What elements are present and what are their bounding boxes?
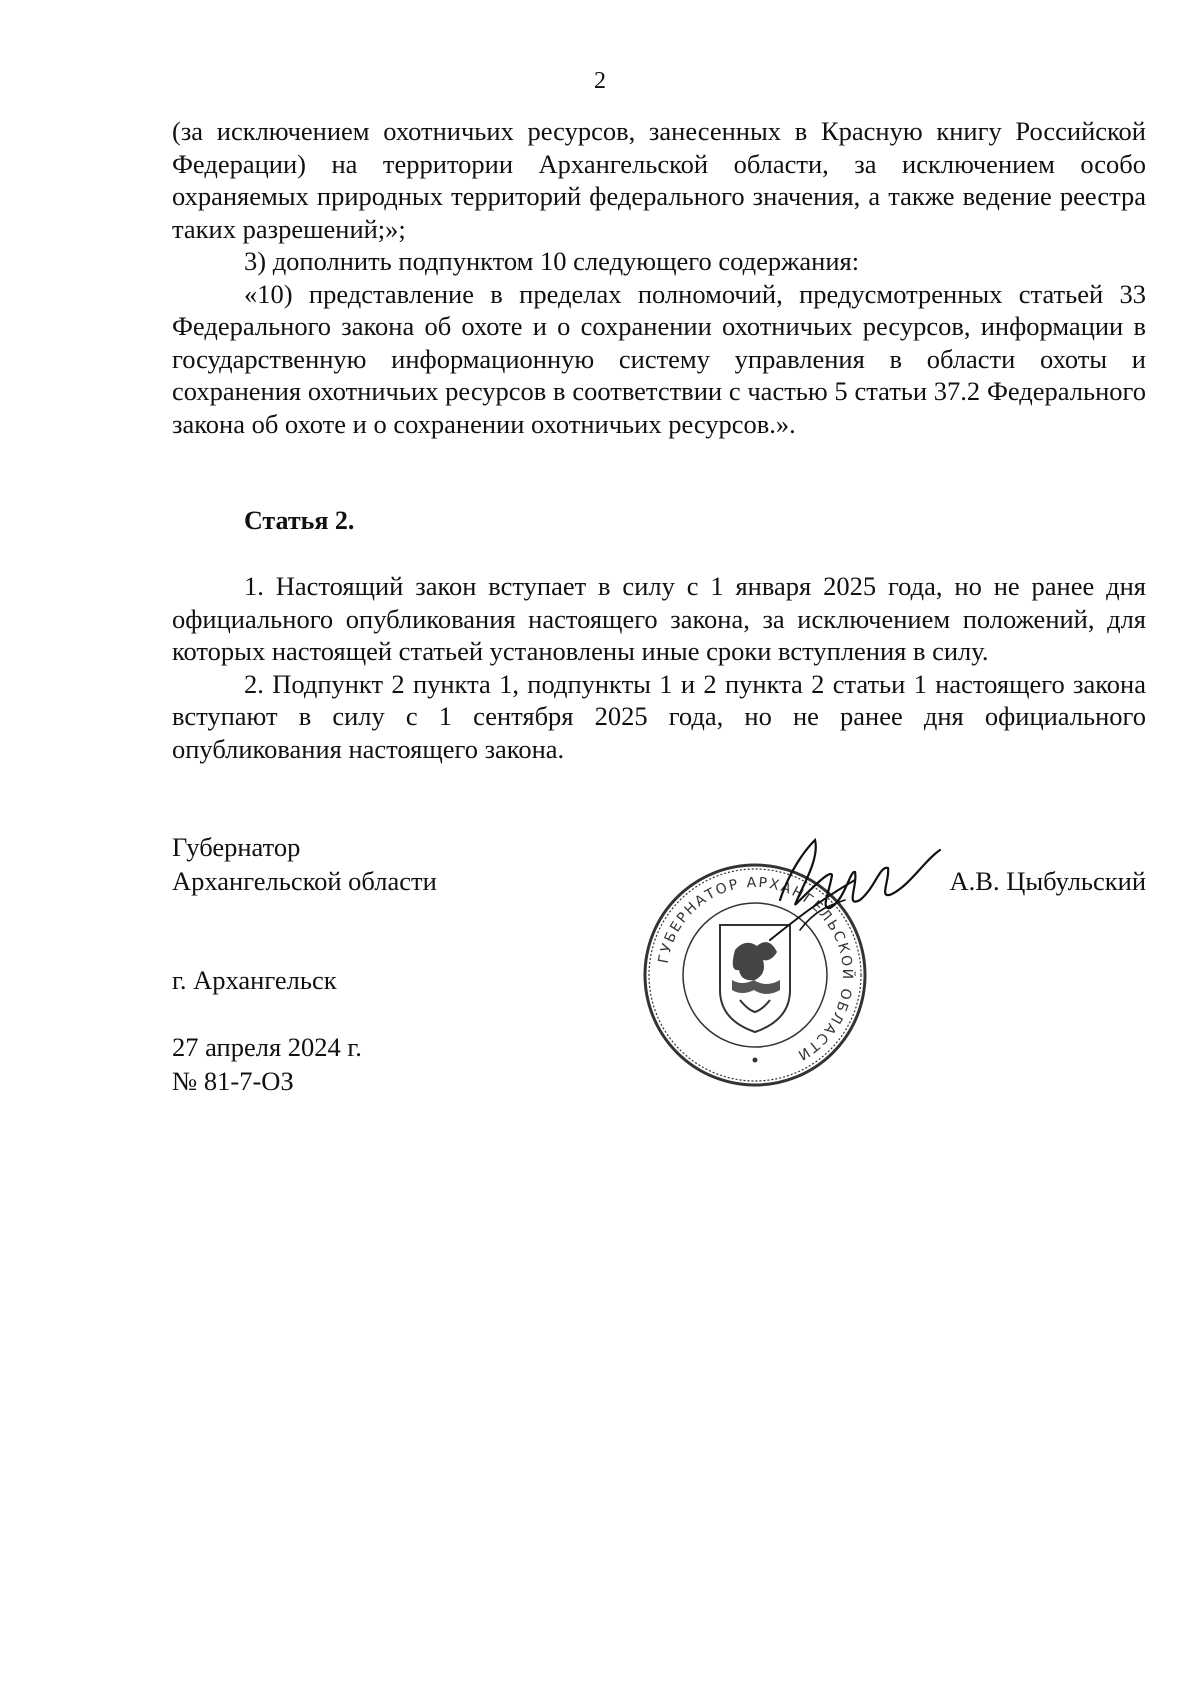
article-paragraph-2: 2. Подпункт 2 пункта 1, подпункты 1 и 2 пункта 2 статьи 1 настоящего закона вступают в силу с 1 сентября 2025 года, но не ранее дня официального опубликования настоящего закона. [172, 668, 1146, 764]
document-number: № 81-7-ОЗ [172, 1066, 294, 1096]
date-block [172, 1030, 362, 1098]
article-heading: Статья 2. [244, 506, 355, 535]
signatory-name: А.В. Цыбульский [949, 866, 1146, 896]
position-line-2: Архангельской области [172, 866, 437, 896]
paragraph-subitem-3: 3) дополнить подпунктом 10 следующего содержания: [244, 246, 860, 276]
article-text [172, 570, 1146, 765]
handwritten-signature [760, 830, 950, 950]
signatory-position [172, 830, 437, 898]
position-line-1: Губернатор [172, 832, 301, 862]
seal-text: ГУБЕРНАТОР АРХАНГЕЛЬСКОЙ ОБЛАСТИ [655, 874, 856, 1064]
page-number: 2 [594, 68, 606, 94]
body-text [172, 115, 1146, 440]
city: г. Архангельск [172, 965, 337, 995]
paragraph-subitem-10: «10) представление в пределах полномочий, предусмотренных статьей 33 Федерального закона об охоте и о сохранении охотничьих ресурсов, информации в государственную информационную систему управления в области охоты и сохранения охотничьих ресурсов в соответствии с частью 5 статьи 37.2 Федерального закона об охоте и о сохранении охотничьих ресурсов.». [172, 278, 1146, 439]
document-date: 27 апреля 2024 г. [172, 1032, 362, 1062]
article-paragraph-1: 1. Настоящий закон вступает в силу с 1 января 2025 года, но не ранее дня официального опубликования настоящего закона, за исключением положений, для которых настоящей статьей установлены иные сроки вступления в силу. [172, 571, 1146, 666]
paragraph-continuation: (за исключением охотничьих ресурсов, занесенных в Красную книгу Российской Федерации) на территории Архангельской области, за исключением особо охраняемых природных территорий федерального значения, а также ведение реестра таких разрешений;»; [172, 116, 1146, 244]
